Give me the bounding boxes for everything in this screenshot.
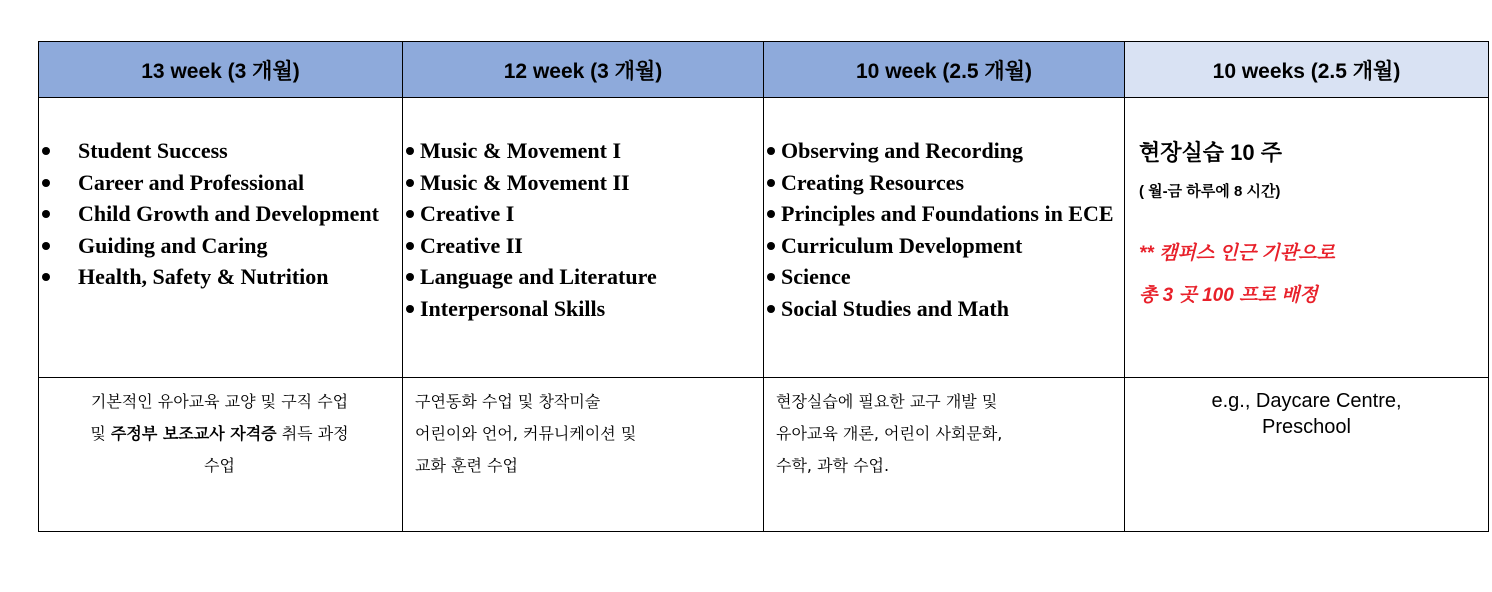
course-item: Career and Professional — [39, 167, 402, 199]
header-10-weeks-practicum: 10 weeks (2.5 개월) — [1125, 42, 1489, 98]
bullet-icon — [406, 147, 414, 155]
course-item: Health, Safety & Nutrition — [39, 261, 402, 293]
col1-course-list — [39, 135, 402, 293]
col1-courses-cell — [39, 98, 403, 378]
col3-description: 현장실습에 필요한 교구 개발 및 유아교육 개론, 어린이 사회문화, 수학, 과학 수업. — [776, 391, 1003, 475]
col3-description-cell — [764, 377, 1125, 531]
course-item: Music & Movement I — [403, 135, 763, 167]
course-item: Principles and Foundations in ECE — [764, 198, 1124, 230]
placement-note-line2: 총 3 곳 100 프로 배정 — [1139, 285, 1318, 307]
course-item: Creative I — [403, 198, 763, 230]
col3-course-list — [764, 135, 1124, 324]
col1-description: 기본적인 유아교육 교양 및 구직 수업 및 주정부 보조교사 자격증 취득 과정 수업 — [90, 391, 349, 475]
col4-description: e.g., Daycare Centre, Preschool — [1211, 389, 1402, 438]
bullet-icon — [406, 305, 414, 313]
practicum-cell — [1125, 98, 1489, 378]
col1-description-cell — [39, 377, 403, 531]
bullet-icon — [42, 179, 50, 187]
course-item: Curriculum Development — [764, 230, 1124, 262]
course-item: Music & Movement II — [403, 167, 763, 199]
course-item: Social Studies and Math — [764, 293, 1124, 325]
bullet-icon — [42, 273, 50, 281]
program-schedule-table — [38, 41, 1489, 532]
header-12-week: 12 week (3 개월) — [403, 42, 764, 98]
col2-description-cell — [403, 377, 764, 531]
bullet-icon — [767, 305, 775, 313]
bullet-icon — [767, 147, 775, 155]
col4-description-cell — [1125, 377, 1489, 531]
bullet-icon — [406, 273, 414, 281]
certificate-highlight: 주정부 보조교사 자격증 — [110, 423, 277, 443]
bullet-icon — [42, 147, 50, 155]
col2-description: 구연동화 수업 및 창작미술 어린이와 언어, 커뮤니케이션 및 교화 훈련 수업 — [415, 391, 637, 475]
header-10-week: 10 week (2.5 개월) — [764, 42, 1125, 98]
header-13-week: 13 week (3 개월) — [39, 42, 403, 98]
bullet-icon — [406, 242, 414, 250]
description-row — [39, 377, 1489, 531]
bullet-icon — [767, 179, 775, 187]
bullet-icon — [42, 242, 50, 250]
practicum-hours: ( 월-금 하루에 8 시간) — [1139, 183, 1281, 201]
practicum-info — [1125, 98, 1488, 308]
bullet-icon — [42, 210, 50, 218]
course-item: Student Success — [39, 135, 402, 167]
col2-courses-cell — [403, 98, 764, 378]
placement-note-line1: ** 캠퍼스 인근 기관으로 — [1139, 243, 1335, 265]
header-row — [39, 42, 1489, 98]
course-item: Observing and Recording — [764, 135, 1124, 167]
course-item: Child Growth and Development — [39, 198, 402, 230]
col2-course-list — [403, 135, 763, 324]
course-item: Guiding and Caring — [39, 230, 402, 262]
bullet-icon — [767, 273, 775, 281]
courses-row — [39, 98, 1489, 378]
bullet-icon — [767, 242, 775, 250]
practicum-title: 현장실습 10 주 — [1139, 140, 1282, 166]
col3-courses-cell — [764, 98, 1125, 378]
course-item: Creating Resources — [764, 167, 1124, 199]
course-item: Interpersonal Skills — [403, 293, 763, 325]
bullet-icon — [767, 210, 775, 218]
bullet-icon — [406, 179, 414, 187]
course-item: Science — [764, 261, 1124, 293]
bullet-icon — [406, 210, 414, 218]
course-item: Creative II — [403, 230, 763, 262]
course-item: Language and Literature — [403, 261, 763, 293]
